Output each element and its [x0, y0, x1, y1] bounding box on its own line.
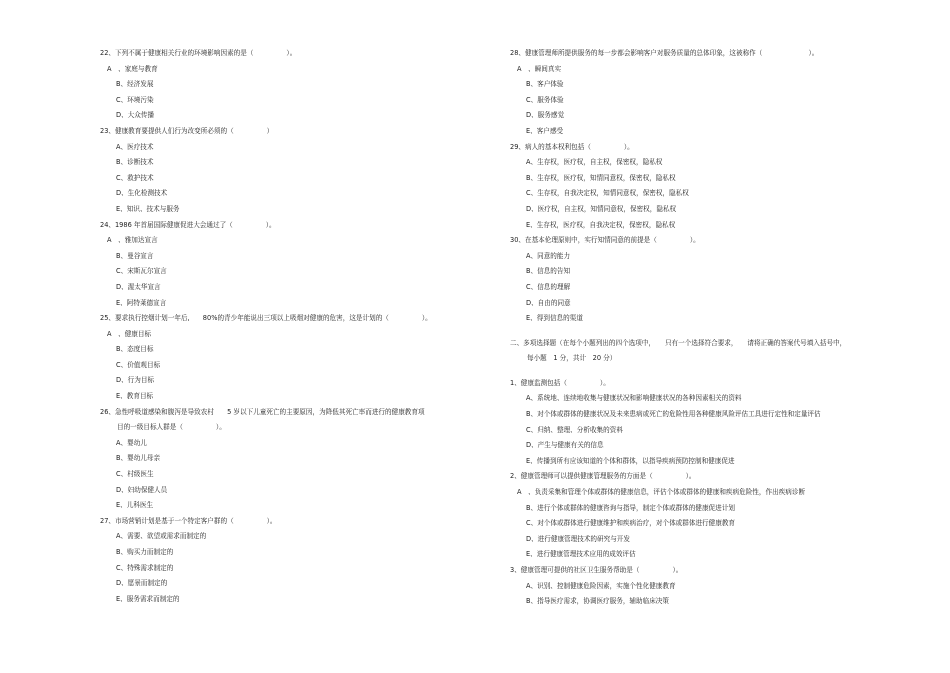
answer-option: B、诊断技术 [116, 158, 154, 167]
answer-option: A 、雅加达宣言 [107, 236, 158, 245]
answer-option: A、同意的能力 [526, 251, 571, 260]
answer-option: D、产生与健康有关的信息 [526, 441, 604, 450]
answer-option: D、行为目标 [116, 376, 155, 385]
answer-option: A、需要、欲望或需求而制定的 [116, 532, 207, 541]
answer-option: E、生存权，医疗权，自我决定权，保密权，隐私权 [526, 220, 676, 229]
answer-option: B、客户体验 [526, 80, 564, 89]
spacer [510, 367, 930, 376]
section-heading: 二、多项选择题（在每个小题列出的四个选项中， 只有一个选择符合要求， 请将正确的答案代号填入括号中， [510, 338, 847, 347]
answer-option: A 、健康目标 [107, 329, 152, 338]
answer-option: B、信息的告知 [526, 267, 571, 276]
answer-option: C、对个体或群体进行健康维护和疾病治疗，对个体或群体进行健康教育 [526, 519, 736, 528]
answer-option: C、价值观目标 [116, 360, 161, 369]
question-text: 2、健康管理师可以提供健康管理服务的方面是（ ）。 [510, 472, 696, 481]
question-text: 30、在基本伦理原则中，实行知情同意的前提是（ ）。 [510, 236, 700, 245]
answer-option: B、对个体或群体的健康状况及未来患病或死亡的危险性用各种健康风险评估工具进行定性和定量评估 [526, 410, 821, 419]
answer-option: D、大众传播 [116, 111, 155, 120]
answer-option: B、曼谷宣言 [116, 251, 154, 260]
answer-option: A、系统地、连续地收集与健康状况和影响健康状况的各种因素相关的资料 [526, 394, 742, 403]
question-text: 29、病人的基本权利包括（ ）。 [510, 142, 634, 151]
question-text: 22、下列不属于健康相关行业的环境影响因素的是（ ）。 [100, 49, 297, 57]
left-column [100, 46, 495, 607]
question-text: 3、健康管理可提供的社区卫生服务帮助是（ ）。 [510, 566, 683, 574]
answer-option: D、医疗权，自主权，知情同意权，保密权，隐私权 [526, 204, 677, 213]
answer-option: C、特殊需求制定的 [116, 563, 174, 572]
question-text: 24、1986 年首届国际健康促进大会通过了（ ）。 [100, 220, 276, 229]
answer-option: A 、负责采集和管理个体或群体的健康信息，评估个体或群体的健康和疾病危险性，作出疾病诊断 [517, 488, 806, 497]
question-text: 23、健康教育要提供人们行为改变所必须的（ ） [100, 126, 274, 135]
answer-option: E、进行健康管理技术应用的成效评估 [526, 550, 636, 559]
question-text: 25、要求执行控烟计划一年后, 80%的青少年能说出三项以上吸烟对健康的危害，这是计划的（ ）。 [100, 314, 432, 323]
answer-option: B、态度目标 [116, 345, 154, 354]
answer-option: E、儿科医生 [116, 501, 154, 510]
answer-option: C、归纳、整理、分析收集的资料 [526, 425, 623, 434]
answer-option: B、进行个体或群体的健康咨询与指导，制定个体或群体的健康促进计划 [526, 503, 735, 512]
answer-option: D、生化检测技术 [116, 189, 168, 198]
question-text: 27、市场营销计划是基于一个特定客户群的（ ）。 [100, 516, 277, 525]
answer-option: D、渥太华宣言 [116, 282, 161, 291]
answer-option: B、婴幼儿母亲 [116, 454, 161, 463]
answer-option: C、环境污染 [116, 95, 154, 104]
answer-option: E、教育目标 [116, 392, 154, 401]
answer-option: E、阿特莱德宣言 [116, 298, 167, 307]
question-text: 1、健康监测包括（ ）。 [510, 378, 610, 387]
answer-option: A、生存权，医疗权，自主权，保密权，隐私权 [526, 158, 663, 167]
answer-option: B、指导医疗需求，协调医疗服务，辅助临床决策 [526, 597, 669, 606]
spacer [510, 327, 930, 336]
answer-option: B、经济发展 [116, 80, 154, 89]
answer-option: C、宋斯瓦尔宣言 [116, 267, 167, 276]
text-continuation: 目的一级目标人群是（ ）。 [117, 423, 226, 432]
answer-option: C、救护技术 [116, 173, 154, 182]
answer-option: C、生存权，自我决定权，知情同意权，保密权，隐私权 [526, 189, 689, 198]
question-text: 28、健康管理师所提供服务的每一步都会影响客户对服务质量的总体印象，这被称作（ ）。 [510, 49, 819, 57]
answer-option: E、服务需求而制定的 [116, 594, 180, 603]
answer-option: E、得到信息的渠道 [526, 314, 583, 323]
question-text: 26、急性呼吸道感染和腹泻是导致农村 5 岁以下儿童死亡的主要原因，为降低其死亡率而进行的健康教育项 [100, 407, 425, 416]
answer-option: D、服务感觉 [526, 111, 565, 120]
answer-option: A 、瞬间真实 [517, 64, 562, 73]
answer-option: C、村级医生 [116, 470, 154, 479]
answer-option: D、自由的同意 [526, 298, 571, 307]
text-continuation: 每小题 1 分，共计 20 分） [527, 354, 617, 363]
answer-option: D、妇幼保健人员 [116, 485, 168, 494]
answer-option: E、传播到所有应该知道的个体和群体，以指导疾病预防控制和健康促进 [526, 456, 735, 465]
answer-option: B、购买力而制定的 [116, 548, 174, 556]
answer-option: D、进行健康管理技术的研究与开发 [526, 534, 630, 543]
answer-option: A、识别、控制健康危险因素，实施个性化健康教育 [526, 581, 676, 590]
right-column [510, 46, 930, 610]
answer-option: E、客户感受 [526, 126, 564, 135]
answer-option: D、愿景而制定的 [116, 579, 168, 588]
answer-option: A、婴幼儿 [116, 438, 147, 447]
answer-option: E、知识、技术与服务 [116, 204, 180, 213]
answer-option: A 、家庭与教育 [107, 64, 158, 73]
answer-option: C、服务体验 [526, 95, 564, 104]
answer-option: A、医疗技术 [116, 142, 154, 151]
answer-option: C、信息的理解 [526, 282, 571, 291]
answer-option: B、生存权，医疗权，知情同意权，保密权，隐私权 [526, 173, 676, 182]
